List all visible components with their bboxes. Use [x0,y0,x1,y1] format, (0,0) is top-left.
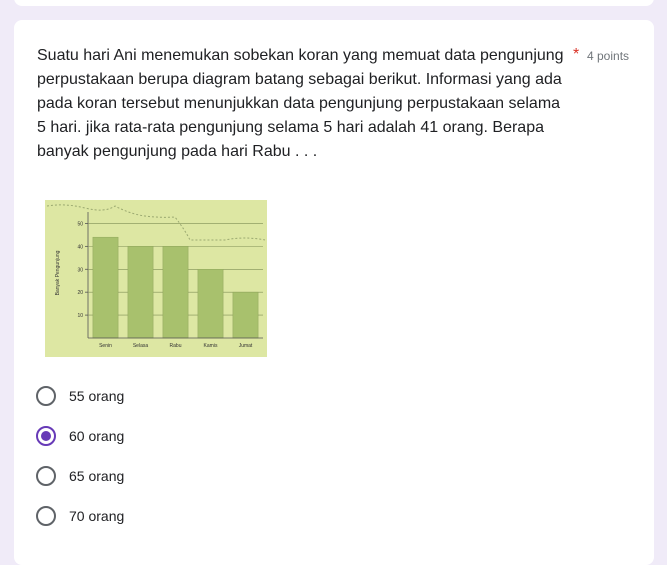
option-label: 70 orang [69,508,125,524]
previous-question-card [14,0,654,6]
y-tick-label: 40 [77,244,83,251]
radio-button[interactable] [36,506,56,526]
answer-options [36,376,124,536]
question-text: Suatu hari Ani menemukan sobekan koran yang memuat data pengunjung perpustakaan berupa diagram batang sebagai berikut. Informasi yang ada pada koran tersebut menunjukkan data pengunjung perpustakaan selama 5 hari. jika rata-rata pengunjung selama 5 hari adalah 41 orang. Berapa banyak pengunjung pada hari Rabu . . . [37,47,564,160]
option-70[interactable] [36,496,124,536]
option-label: 65 orang [69,468,125,484]
x-tick-label: Selasa [132,343,149,349]
x-tick-label: Jumat [238,343,253,349]
option-55[interactable] [36,376,124,416]
bar-chart [45,200,267,357]
bar-senin [93,237,118,338]
option-label: 60 orang [69,428,125,444]
radio-button[interactable] [36,386,56,406]
bar-jumat [233,292,258,338]
y-tick-label: 50 [77,221,83,228]
question-card [14,20,654,565]
option-65[interactable] [36,456,124,496]
radio-button-selected[interactable] [36,426,56,446]
y-axis-label: Banyak Pengunjung [55,250,61,296]
y-tick-label: 10 [77,313,83,320]
bar-kamis [198,269,223,338]
y-tick-label: 30 [77,267,83,274]
x-tick-label: Rabu [169,343,182,349]
bar-rabu [163,246,188,338]
bar-selasa [128,246,153,338]
x-tick-label: Kamis [203,343,218,349]
x-tick-label: Senin [99,343,112,349]
y-tick-label: 20 [77,290,83,297]
radio-button[interactable] [36,466,56,486]
option-60[interactable] [36,416,124,456]
required-asterisk: * [573,46,580,63]
option-label: 55 orang [69,388,125,404]
points-label: 4 points [587,49,630,63]
